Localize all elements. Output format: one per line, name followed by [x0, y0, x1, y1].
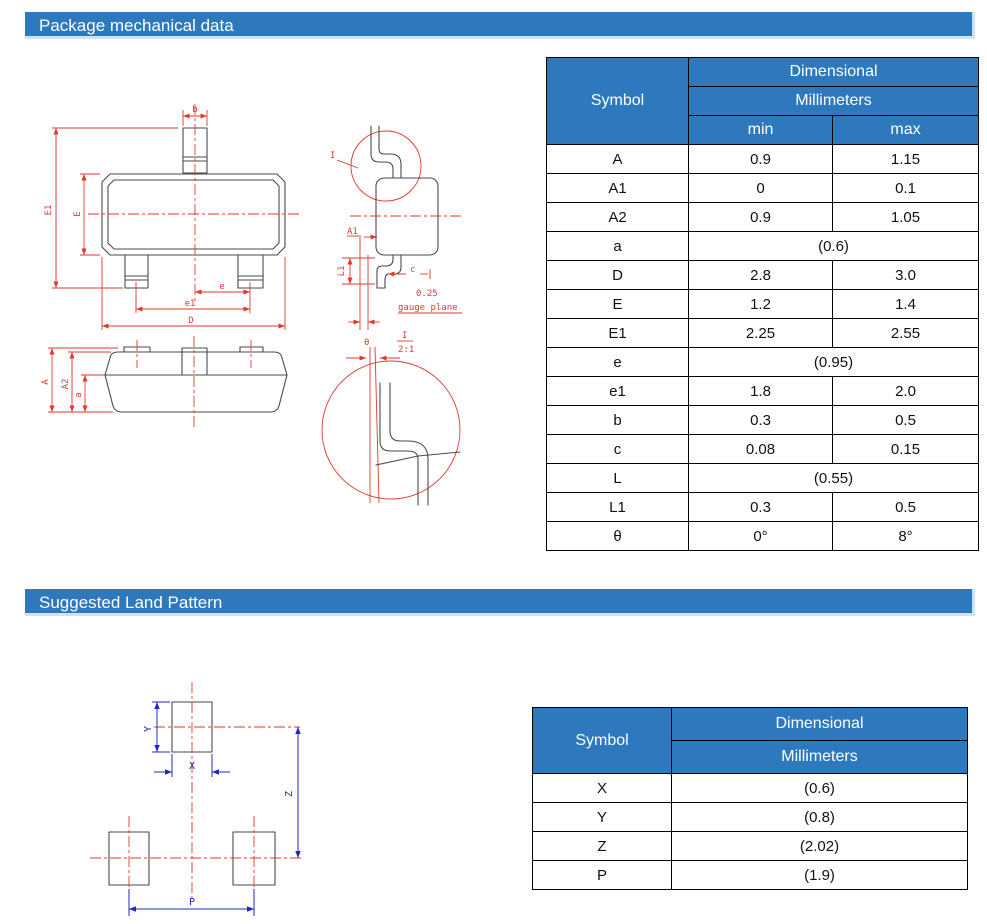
max-cell: 0.15 [833, 435, 979, 464]
table-row [533, 803, 968, 832]
land-pattern-drawing [58, 674, 358, 924]
value-cell: (0.8) [672, 803, 968, 832]
table-row [547, 203, 979, 232]
value-cell: (1.9) [672, 861, 968, 890]
table-row [533, 832, 968, 861]
symbol-cell: e [547, 348, 689, 377]
gauge-plane-label: gauge plane [398, 303, 458, 313]
dim-label-e1-span: E1 [44, 204, 54, 216]
symbol-cell: E [547, 290, 689, 319]
section-title: Suggested Land Pattern [39, 593, 223, 612]
value-cell: (0.95) [689, 348, 979, 377]
detail-ref-label: I [402, 331, 408, 341]
table-row [547, 232, 979, 261]
dim-label-e1: e1 [184, 299, 196, 309]
symbol-header: Symbol [547, 58, 689, 145]
max-cell: 2.55 [833, 319, 979, 348]
dim-label-x: X [188, 761, 196, 772]
table-row [533, 774, 968, 803]
min-cell: 0.9 [689, 203, 833, 232]
symbol-cell: L1 [547, 493, 689, 522]
symbol-cell: A2 [547, 203, 689, 232]
max-cell: 0.1 [833, 174, 979, 203]
dim-label-a: A [41, 379, 51, 385]
max-cell: 0.5 [833, 493, 979, 522]
min-cell: 2.8 [689, 261, 833, 290]
table-row [547, 406, 979, 435]
table-row [547, 290, 979, 319]
package-side-view-drawing [320, 98, 520, 343]
dim-label-b: b [192, 105, 198, 115]
table-row [547, 493, 979, 522]
dim-label-y: Y [143, 725, 154, 733]
section-title: Package mechanical data [39, 16, 234, 35]
symbol-cell: θ [547, 522, 689, 551]
min-cell: 0.08 [689, 435, 833, 464]
min-cell: 1.8 [689, 377, 833, 406]
table-row [547, 377, 979, 406]
dim-label-a2: A2 [61, 378, 71, 390]
dim-label-a1: A1 [347, 227, 358, 237]
symbol-cell: E1 [547, 319, 689, 348]
symbol-cell: P [533, 861, 672, 890]
mechanical-dimensions-table [546, 57, 979, 551]
land-pattern-dimensions-table [532, 707, 968, 890]
symbol-cell: D [547, 261, 689, 290]
symbol-cell: e1 [547, 377, 689, 406]
value-cell: (2.02) [672, 832, 968, 861]
max-cell: 1.15 [833, 145, 979, 174]
min-cell: 2.25 [689, 319, 833, 348]
max-cell: 0.5 [833, 406, 979, 435]
detail-ref-label: I [330, 151, 336, 161]
symbol-cell: Y [533, 803, 672, 832]
dim-label-c: c [410, 265, 416, 275]
dim-label-l1: L1 [337, 265, 347, 277]
section-header-land-pattern [25, 589, 975, 616]
max-cell: 1.05 [833, 203, 979, 232]
dimensional-header: Dimensional [672, 708, 968, 741]
symbol-cell: c [547, 435, 689, 464]
unit-header: Millimeters [672, 741, 968, 774]
symbol-cell: Z [533, 832, 672, 861]
table-row [547, 464, 979, 493]
max-cell: 2.0 [833, 377, 979, 406]
table-row [547, 319, 979, 348]
dim-label-e: e [219, 282, 225, 292]
lead-detail-drawing [318, 325, 488, 510]
min-header: min [689, 116, 833, 145]
symbol-header: Symbol [533, 708, 672, 774]
value-cell: (0.6) [689, 232, 979, 261]
min-cell: 0.3 [689, 406, 833, 435]
symbol-cell: X [533, 774, 672, 803]
max-cell: 1.4 [833, 290, 979, 319]
symbol-cell: b [547, 406, 689, 435]
dim-label-d: D [188, 316, 194, 326]
theta-label: θ [364, 338, 370, 348]
value-cell: (0.55) [689, 464, 979, 493]
max-header: max [833, 116, 979, 145]
max-cell: 3.0 [833, 261, 979, 290]
dim-label-z: Z [284, 790, 295, 798]
min-cell: 0° [689, 522, 833, 551]
table-row [547, 145, 979, 174]
min-cell: 0.9 [689, 145, 833, 174]
symbol-cell: A [547, 145, 689, 174]
table-row [547, 348, 979, 377]
detail-scale-label: 2:1 [398, 345, 415, 355]
section-header-mechanical [25, 12, 975, 39]
symbol-cell: a [547, 232, 689, 261]
dim-label-p: P [188, 897, 196, 908]
package-top-view-drawing [38, 100, 318, 335]
max-cell: 8° [833, 522, 979, 551]
table-row [533, 861, 968, 890]
dim-label-e-body: E [73, 211, 83, 217]
table-row [547, 174, 979, 203]
min-cell: 0.3 [689, 493, 833, 522]
value-cell: (0.6) [672, 774, 968, 803]
symbol-cell: A1 [547, 174, 689, 203]
dim-label-a-lower: a [74, 392, 84, 398]
table-header-row [547, 58, 979, 87]
unit-header: Millimeters [689, 87, 979, 116]
min-cell: 0 [689, 174, 833, 203]
symbol-cell: L [547, 464, 689, 493]
table-row [547, 435, 979, 464]
package-front-view-drawing [28, 328, 328, 463]
table-row [547, 261, 979, 290]
dimensional-header: Dimensional [689, 58, 979, 87]
gauge-offset-label: 0.25 [416, 289, 438, 299]
table-header-row [533, 708, 968, 741]
min-cell: 1.2 [689, 290, 833, 319]
table-row [547, 522, 979, 551]
